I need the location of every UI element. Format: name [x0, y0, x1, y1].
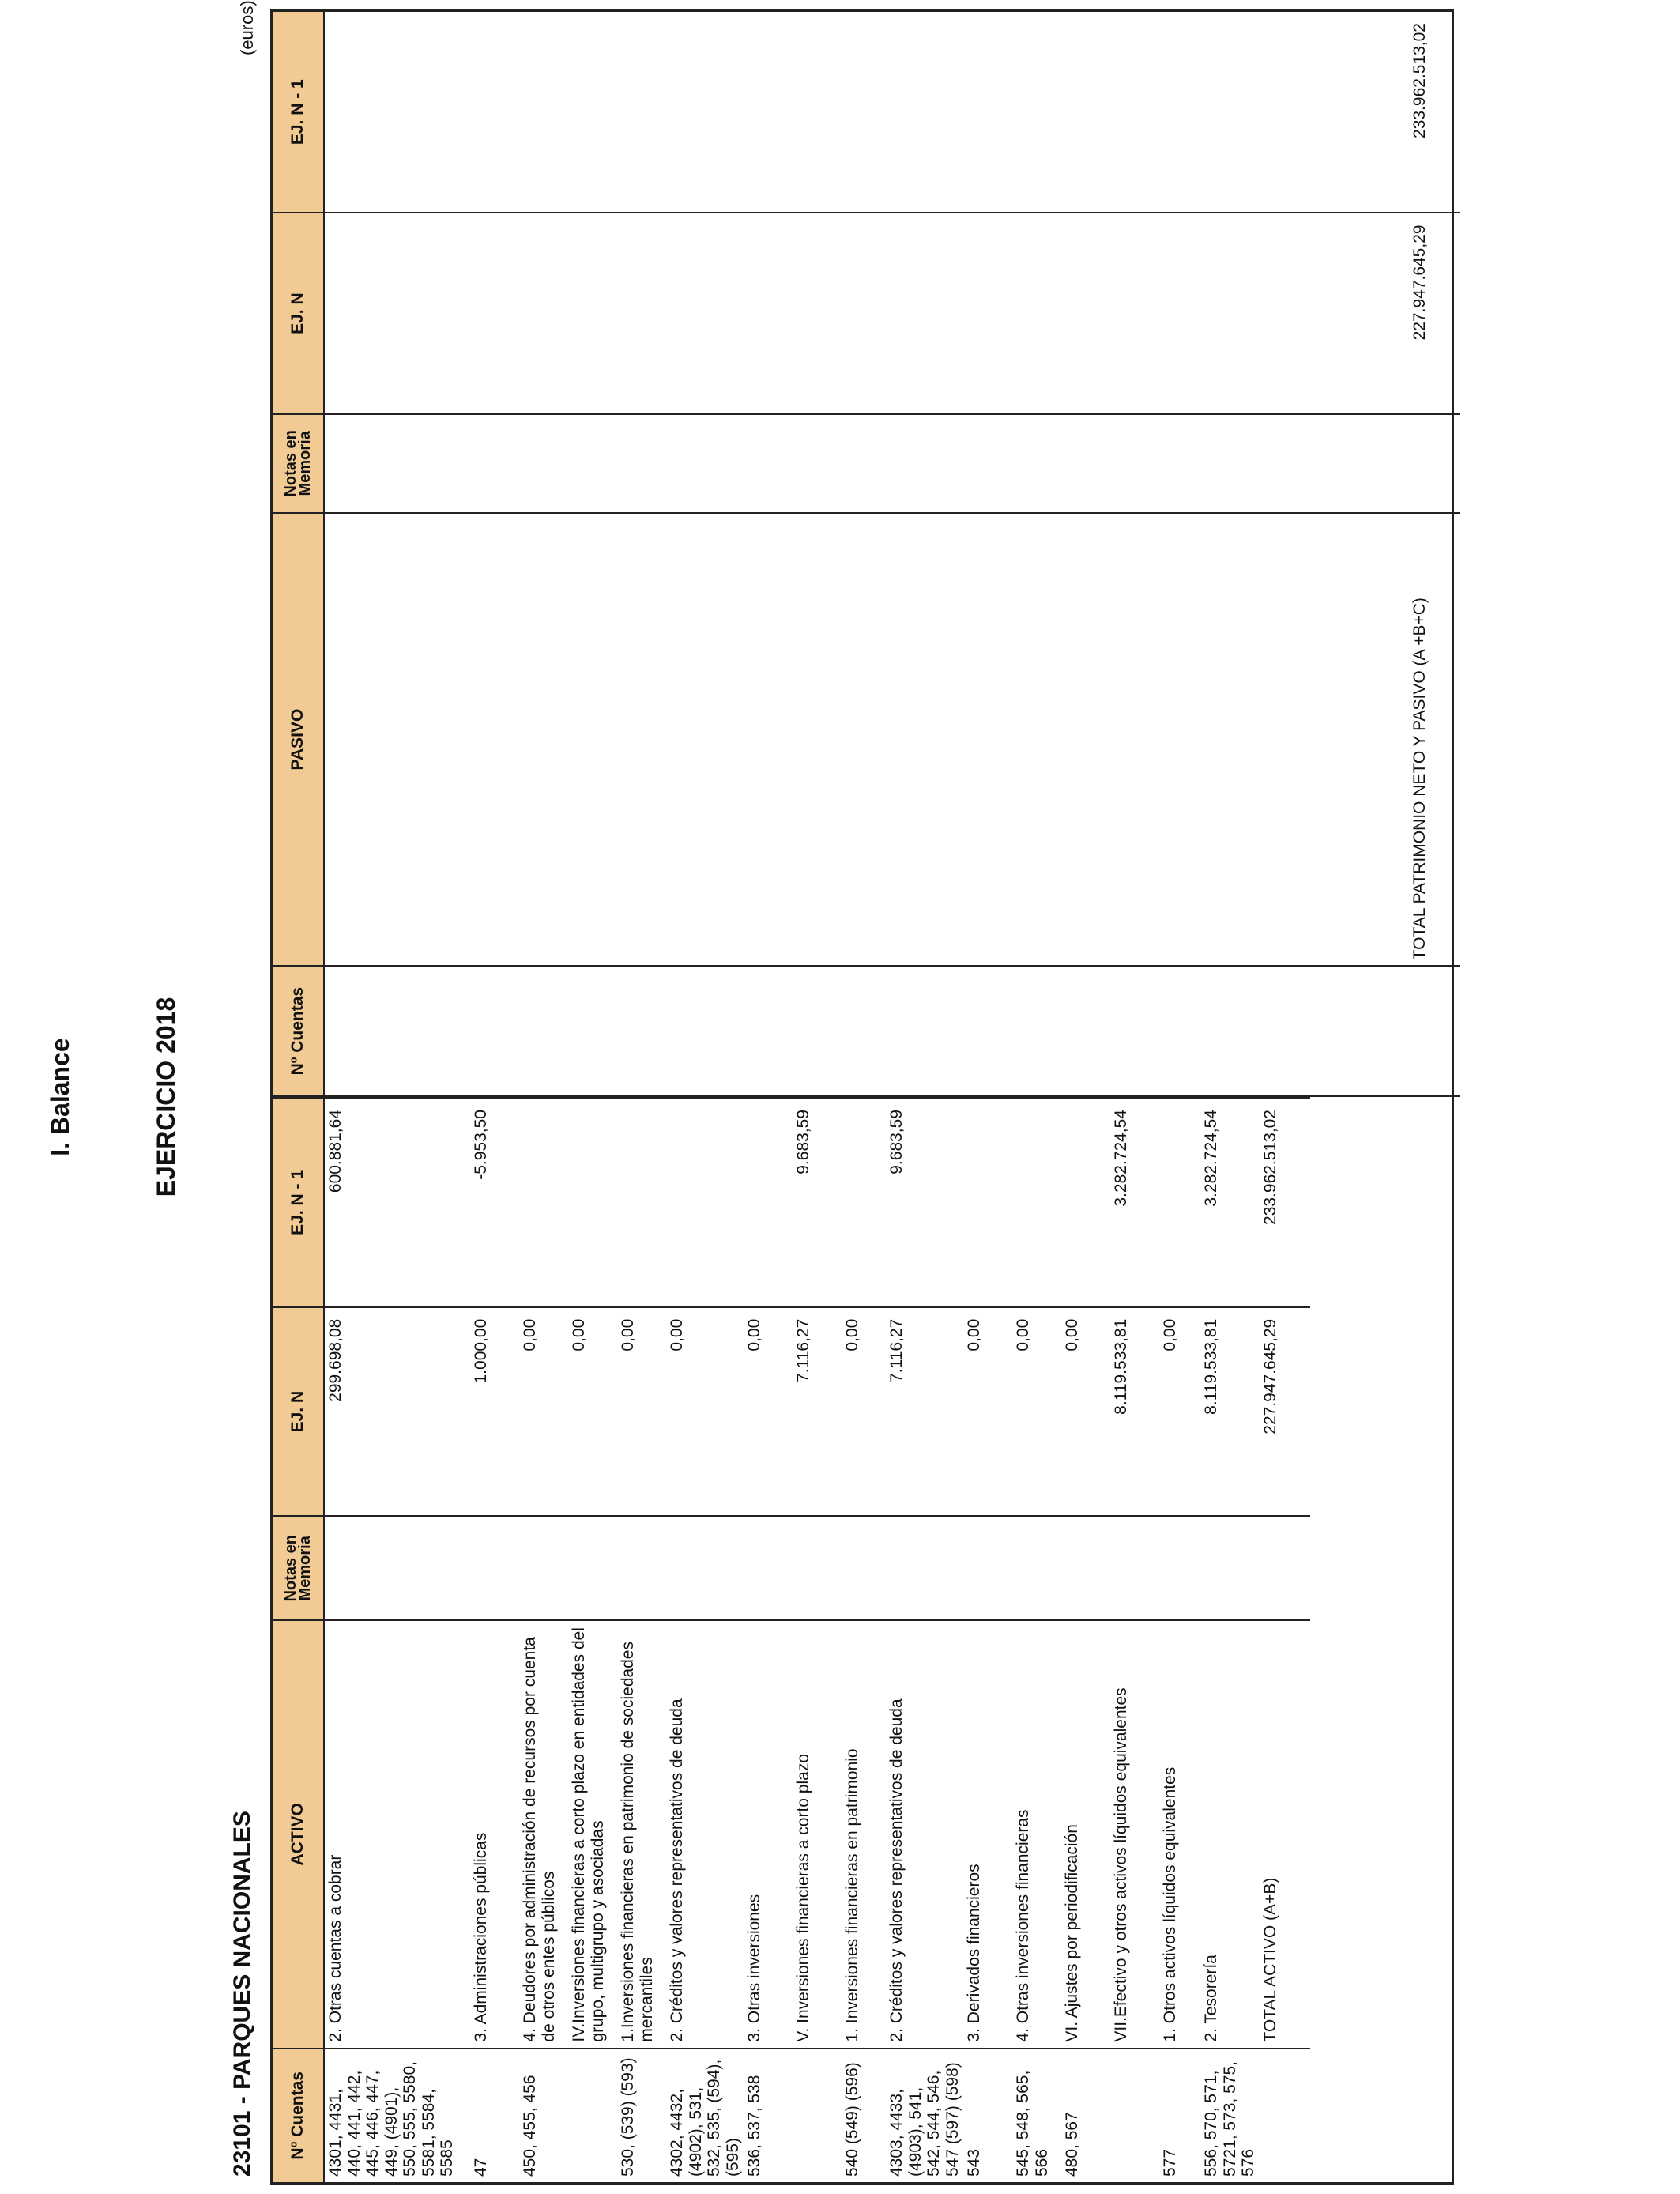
cuentas-cell: 543 [963, 2049, 1012, 2182]
ej-n1-cell [842, 1098, 886, 1307]
table-row [519, 1098, 568, 2182]
ej-n1-cell [963, 1098, 1012, 1307]
concepto-cell: VI. Ajustes por periodificación [1061, 1620, 1110, 2049]
cuentas-cell: 530, (539) (593) [617, 2049, 666, 2182]
table-row [324, 1098, 470, 2182]
cuentas-cell [1409, 966, 1460, 1096]
ej-n1-cell [324, 12, 1409, 213]
ej-n-cell: 7.116,27 [886, 1307, 963, 1517]
ej-n1-cell [617, 1098, 666, 1307]
total-activo-row [1260, 1098, 1310, 2182]
col-header-ej-n1: EJ. N - 1 [273, 12, 324, 213]
table-row [963, 1098, 1012, 2182]
ej-n-cell: 0,00 [1012, 1307, 1061, 1517]
ej-n1-cell [568, 1098, 617, 1307]
total-pasivo-row [1409, 12, 1460, 1096]
notas-cell [1110, 1516, 1159, 1620]
notas-cell [886, 1516, 963, 1620]
ej-n1-cell: 9.683,59 [886, 1098, 963, 1307]
cuentas-cell: 4301, 4431, 440, 441, 442, 445, 446, 447, 449, (4901), 550, 555, 5580, 5581, 5584, 5585 [324, 2049, 470, 2182]
balance-sheet [270, 9, 1454, 2185]
cuentas-cell [324, 966, 1409, 1096]
concepto-cell: V. Inversiones financieras a corto plazo [793, 1620, 842, 2049]
concepto-cell: 2. Tesorería [1200, 1620, 1260, 2049]
table-row [568, 1098, 617, 2182]
ej-n-cell: 0,00 [744, 1307, 793, 1517]
total-activo-ej-n: 227.947.645,29 [1260, 1307, 1310, 1517]
ej-n-cell: 0,00 [1159, 1307, 1200, 1517]
cuentas-cell: 536, 537, 538 [744, 2049, 793, 2182]
entity-name: 23101 - PARQUES NACIONALES [229, 1811, 255, 2177]
table-row [1012, 1098, 1061, 2182]
concepto-cell: 1.Inversiones financieras en patrimonio de sociedades mercantiles [617, 1620, 666, 2049]
notas-cell [744, 1516, 793, 1620]
cuentas-cell: 450, 455, 456 [519, 2049, 568, 2182]
table-row [842, 1098, 886, 2182]
ej-n1-cell [744, 1098, 793, 1307]
ej-n-cell: 8.119.533,81 [1110, 1307, 1159, 1517]
ej-n-cell: 0,00 [568, 1307, 617, 1517]
ej-n1-cell: 3.282.724,54 [1110, 1098, 1159, 1307]
col-header-pasivo: PASIVO [273, 513, 324, 967]
ej-n-cell: 0,00 [963, 1307, 1012, 1517]
notas-cell [1200, 1516, 1260, 1620]
concepto-cell: 2. Créditos y valores representativos de deuda [886, 1620, 963, 2049]
concepto-cell: 3. Otras inversiones [744, 1620, 793, 2049]
concepto-cell: 2. Créditos y valores representativos de deuda [666, 1620, 744, 2049]
cuentas-cell: 540 (549) (596) [842, 2049, 886, 2182]
table-row [324, 12, 1409, 1096]
table-row [1159, 1098, 1200, 2182]
table-row [1110, 1098, 1159, 2182]
col-header-notas: Notas en Memoria [273, 414, 324, 513]
notas-cell [1260, 1516, 1310, 1620]
ej-n-cell: 299.698,08 [324, 1307, 470, 1517]
cuentas-cell [1110, 2049, 1159, 2182]
notas-cell [324, 414, 1409, 513]
col-header-notas: Notas en Memoria [273, 1516, 324, 1620]
notas-cell [666, 1516, 744, 1620]
notas-cell [793, 1516, 842, 1620]
table-row [793, 1098, 842, 2182]
ej-n1-cell [519, 1098, 568, 1307]
ej-n-cell: 0,00 [519, 1307, 568, 1517]
ej-n-cell: 0,00 [617, 1307, 666, 1517]
notas-cell [1061, 1516, 1110, 1620]
cuentas-cell: 556, 570, 571, 5721, 573, 575, 576 [1200, 2049, 1260, 2182]
col-header-ej-n: EJ. N [273, 213, 324, 413]
concepto-cell [324, 513, 1409, 967]
ej-n1-cell [666, 1098, 744, 1307]
col-header-ej-n: EJ. N [273, 1307, 324, 1517]
ej-n1-cell [1159, 1098, 1200, 1307]
cuentas-cell [568, 2049, 617, 2182]
cuentas-cell: 545, 548, 565, 566 [1012, 2049, 1061, 2182]
concepto-cell: 2. Otras cuentas a cobrar [324, 1620, 470, 2049]
table-row [744, 1098, 793, 2182]
notas-cell [324, 1516, 470, 1620]
concepto-cell: 4. Deudores por administración de recursos por cuenta de otros entes públicos [519, 1620, 568, 2049]
concepto-cell: 1. Inversiones financieras en patrimonio [842, 1620, 886, 2049]
notas-cell [568, 1516, 617, 1620]
total-pasivo-ej-n: 227.947.645,29 [1409, 213, 1460, 413]
ej-n-cell: 8.119.533,81 [1200, 1307, 1260, 1517]
activo-table [273, 1097, 1310, 2182]
cuentas-cell: 4302, 4432, (4902), 531, 532, 535, (594), (595) [666, 2049, 744, 2182]
concepto-cell: 3. Administraciones públicas [470, 1620, 519, 2049]
cuentas-cell: 577 [1159, 2049, 1200, 2182]
pasivo-table [273, 12, 1460, 1097]
table-row [470, 1098, 519, 2182]
table-row [666, 1098, 744, 2182]
ej-n1-cell: 3.282.724,54 [1200, 1098, 1260, 1307]
notas-cell [519, 1516, 568, 1620]
units-label: (euros) [237, 0, 257, 55]
concepto-cell: 3. Derivados financieros [963, 1620, 1012, 2049]
total-activo-ej-n1: 233.962.513,02 [1260, 1098, 1310, 1307]
notas-cell [963, 1516, 1012, 1620]
col-header-activo: ACTIVO [273, 1620, 324, 2049]
ej-n1-cell: -5.953,50 [470, 1098, 519, 1307]
concepto-cell: VII.Efectivo y otros activos líquidos equivalentes [1110, 1620, 1159, 2049]
cuentas-cell: 480, 567 [1061, 2049, 1110, 2182]
cuentas-cell: 4303, 4433, (4903), 541, 542, 544, 546, 547 (597) (598) [886, 2049, 963, 2182]
notas-cell [1159, 1516, 1200, 1620]
notas-cell [617, 1516, 666, 1620]
ej-n-cell [324, 213, 1409, 413]
notas-cell [470, 1516, 519, 1620]
ej-n1-cell: 9.683,59 [793, 1098, 842, 1307]
table-row [886, 1098, 963, 2182]
total-activo-label: TOTAL ACTIVO (A+B) [1260, 1620, 1310, 2049]
cuentas-cell: 47 [470, 2049, 519, 2182]
notas-cell [1409, 414, 1460, 513]
col-header-cuentas: Nº Cuentas [273, 966, 324, 1096]
ej-n1-cell [1061, 1098, 1110, 1307]
page-subtitle: EJERCICIO 2018 [152, 997, 180, 1197]
total-pasivo-ej-n1: 233.962.513,02 [1411, 23, 1429, 138]
table-row [617, 1098, 666, 2182]
notas-cell [1012, 1516, 1061, 1620]
concepto-cell: IV.Inversiones financieras a corto plazo en entidades del grupo, multigrupo y asociadas [568, 1620, 617, 2049]
page-title: I. Balance [46, 1038, 74, 1156]
ej-n-cell: 7.116,27 [793, 1307, 842, 1517]
ej-n-cell: 0,00 [1061, 1307, 1110, 1517]
ej-n1-cell: 600.881,64 [324, 1098, 470, 1307]
ej-n-cell: 0,00 [842, 1307, 886, 1517]
table-row [1061, 1098, 1110, 2182]
ej-n-cell: 1.000,00 [470, 1307, 519, 1517]
ej-n1-cell [1012, 1098, 1061, 1307]
ej-n-cell: 0,00 [666, 1307, 744, 1517]
cuentas-cell [1260, 2049, 1310, 2182]
cuentas-cell [793, 2049, 842, 2182]
table-row [1200, 1098, 1260, 2182]
concepto-cell: 4. Otras inversiones financieras [1012, 1620, 1061, 2049]
concepto-cell: 1. Otros activos líquidos equivalentes [1159, 1620, 1200, 2049]
col-header-cuentas: Nº Cuentas [273, 2049, 324, 2182]
col-header-ej-n1: EJ. N - 1 [273, 1098, 324, 1307]
total-pasivo-label: TOTAL PATRIMONIO NETO Y PASIVO (A +B+C) [1409, 513, 1460, 967]
notas-cell [842, 1516, 886, 1620]
